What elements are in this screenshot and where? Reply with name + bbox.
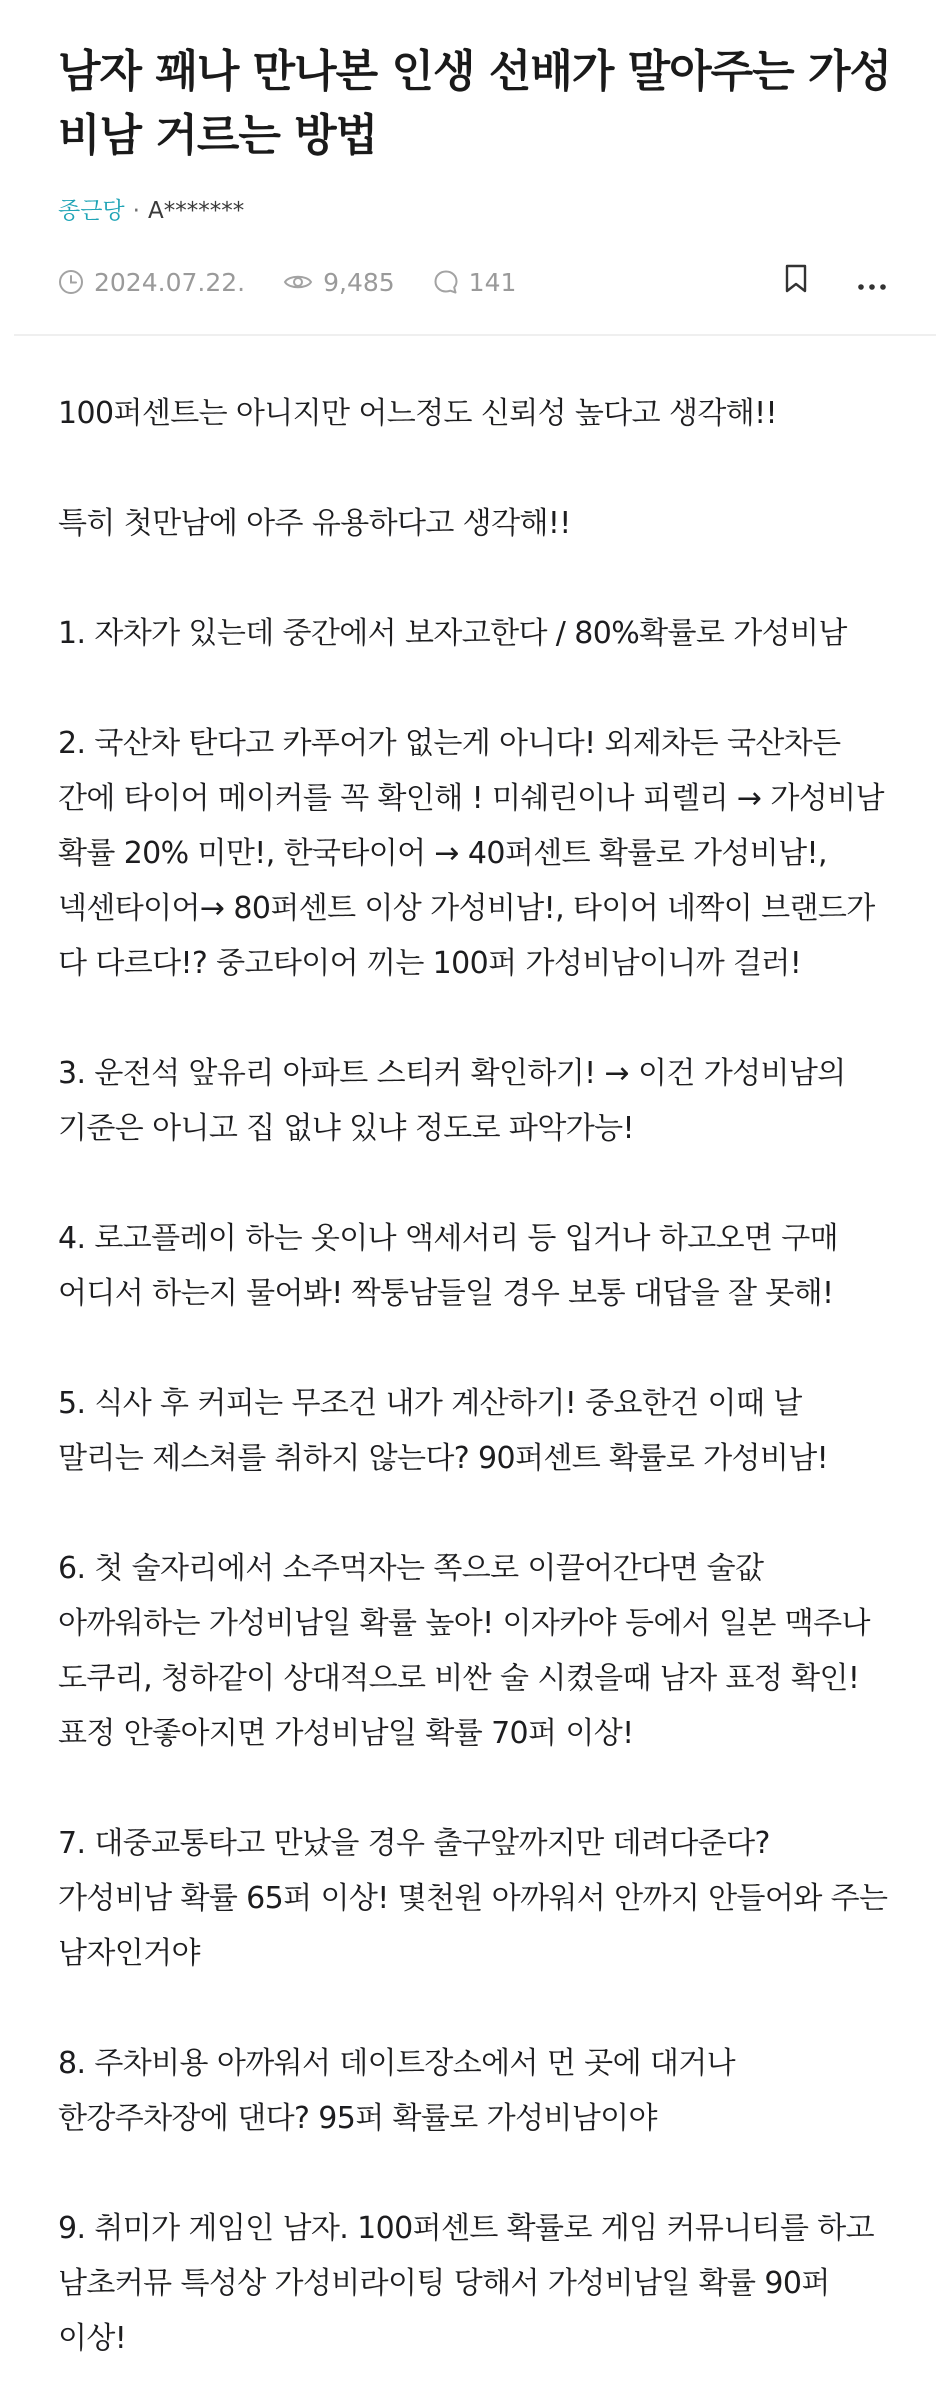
body-paragraph: 9. 취미가 게임인 남자. 100퍼센트 확률로 게임 커뮤니티를 하고 남초커뮤 특성상 가성비라이팅 당해서 가성비남일 확률 90퍼 이상! [58, 2211, 875, 2356]
comment-bubble-icon [433, 269, 459, 295]
post-actions [776, 262, 892, 302]
body-paragraph: 2. 국산차 탄다고 카푸어가 없는게 아니다! 외제차든 국산차든 간에 타이어 메이커를 꼭 확인해 ! 미쉐린이나 피렐리 → 가성비남 확률 20% 미만!, 한국타이어 → 40퍼센트 확률로 가성비남!, 넥센타이어→ 80퍼센트 이상 가성비남!, 타이어 네짝이 브랜드가 다 다르다!? 중고타이어 끼는 100퍼 가성비남이니까 걸러! [58, 726, 884, 981]
body-paragraph: 6. 첫 술자리에서 소주먹자는 쪽으로 이끌어간다면 술값 아까워하는 가성비남일 확률 높아! 이자카야 등에서 일본 맥주나 도쿠리, 청하같이 상대적으로 비싼 술 시켰을때 남자 표정 확인! 표정 안좋아지면 가성비남일 확률 70퍼 이상! [58, 1551, 870, 1751]
author-name[interactable]: A******* [147, 198, 245, 224]
date-text: 2024.07.22. [94, 267, 246, 297]
author-row [58, 194, 892, 228]
post-header [0, 0, 950, 302]
post-body [0, 336, 950, 2366]
views-text: 9,485 [323, 267, 395, 297]
comment-count[interactable] [433, 268, 517, 297]
more-dots-icon [857, 268, 887, 297]
body-paragraph: 3. 운전석 앞유리 아파트 스티커 확인하기! → 이건 가성비남의 기준은 아니고 집 없냐 있냐 정도로 파악가능! [58, 1056, 846, 1146]
bookmark-button[interactable] [776, 262, 816, 302]
eye-icon [283, 269, 313, 295]
post-date [58, 268, 245, 297]
more-options-button[interactable] [852, 262, 892, 302]
board-link[interactable]: 종근당 [58, 198, 125, 224]
body-paragraph: 4. 로고플레이 하는 옷이나 액세서리 등 입거나 하고오면 구매 어디서 하는지 물어봐! 짝퉁남들일 경우 보통 대답을 잘 못해! [58, 1221, 839, 1311]
post-title: 남자 꽤나 만나본 인생 선배가 말아주는 가성비남 거르는 방법 [58, 46, 891, 161]
separator-dot: · [132, 198, 140, 224]
body-paragraph: 100퍼센트는 아니지만 어느정도 신뢰성 높다고 생각해!! [58, 396, 777, 431]
body-paragraph: 8. 주차비용 아까워서 데이트장소에서 먼 곳에 대거나 한강주차장에 댄다? 95퍼 확률로 가성비남이야 [58, 2046, 736, 2136]
body-paragraph: 1. 자차가 있는데 중간에서 보자고한다 / 80%확률로 가성비남 [58, 616, 847, 651]
bookmark-icon [784, 264, 808, 300]
comments-text: 141 [468, 267, 517, 297]
body-paragraph: 5. 식사 후 커피는 무조건 내가 계산하기! 중요한건 이때 날 말리는 제스쳐를 취하지 않는다? 90퍼센트 확률로 가성비남! [58, 1386, 829, 1476]
clock-icon [58, 269, 84, 295]
view-count [283, 268, 395, 297]
body-paragraph: 특히 첫만남에 아주 유용하다고 생각해!! [58, 506, 571, 541]
meta-row [58, 262, 892, 302]
body-paragraph: 7. 대중교통타고 만났을 경우 출구앞까지만 데려다준다? 가성비남 확률 65퍼 이상! 몇천원 아까워서 안까지 안들어와 주는 남자인거야 [58, 1826, 888, 1971]
